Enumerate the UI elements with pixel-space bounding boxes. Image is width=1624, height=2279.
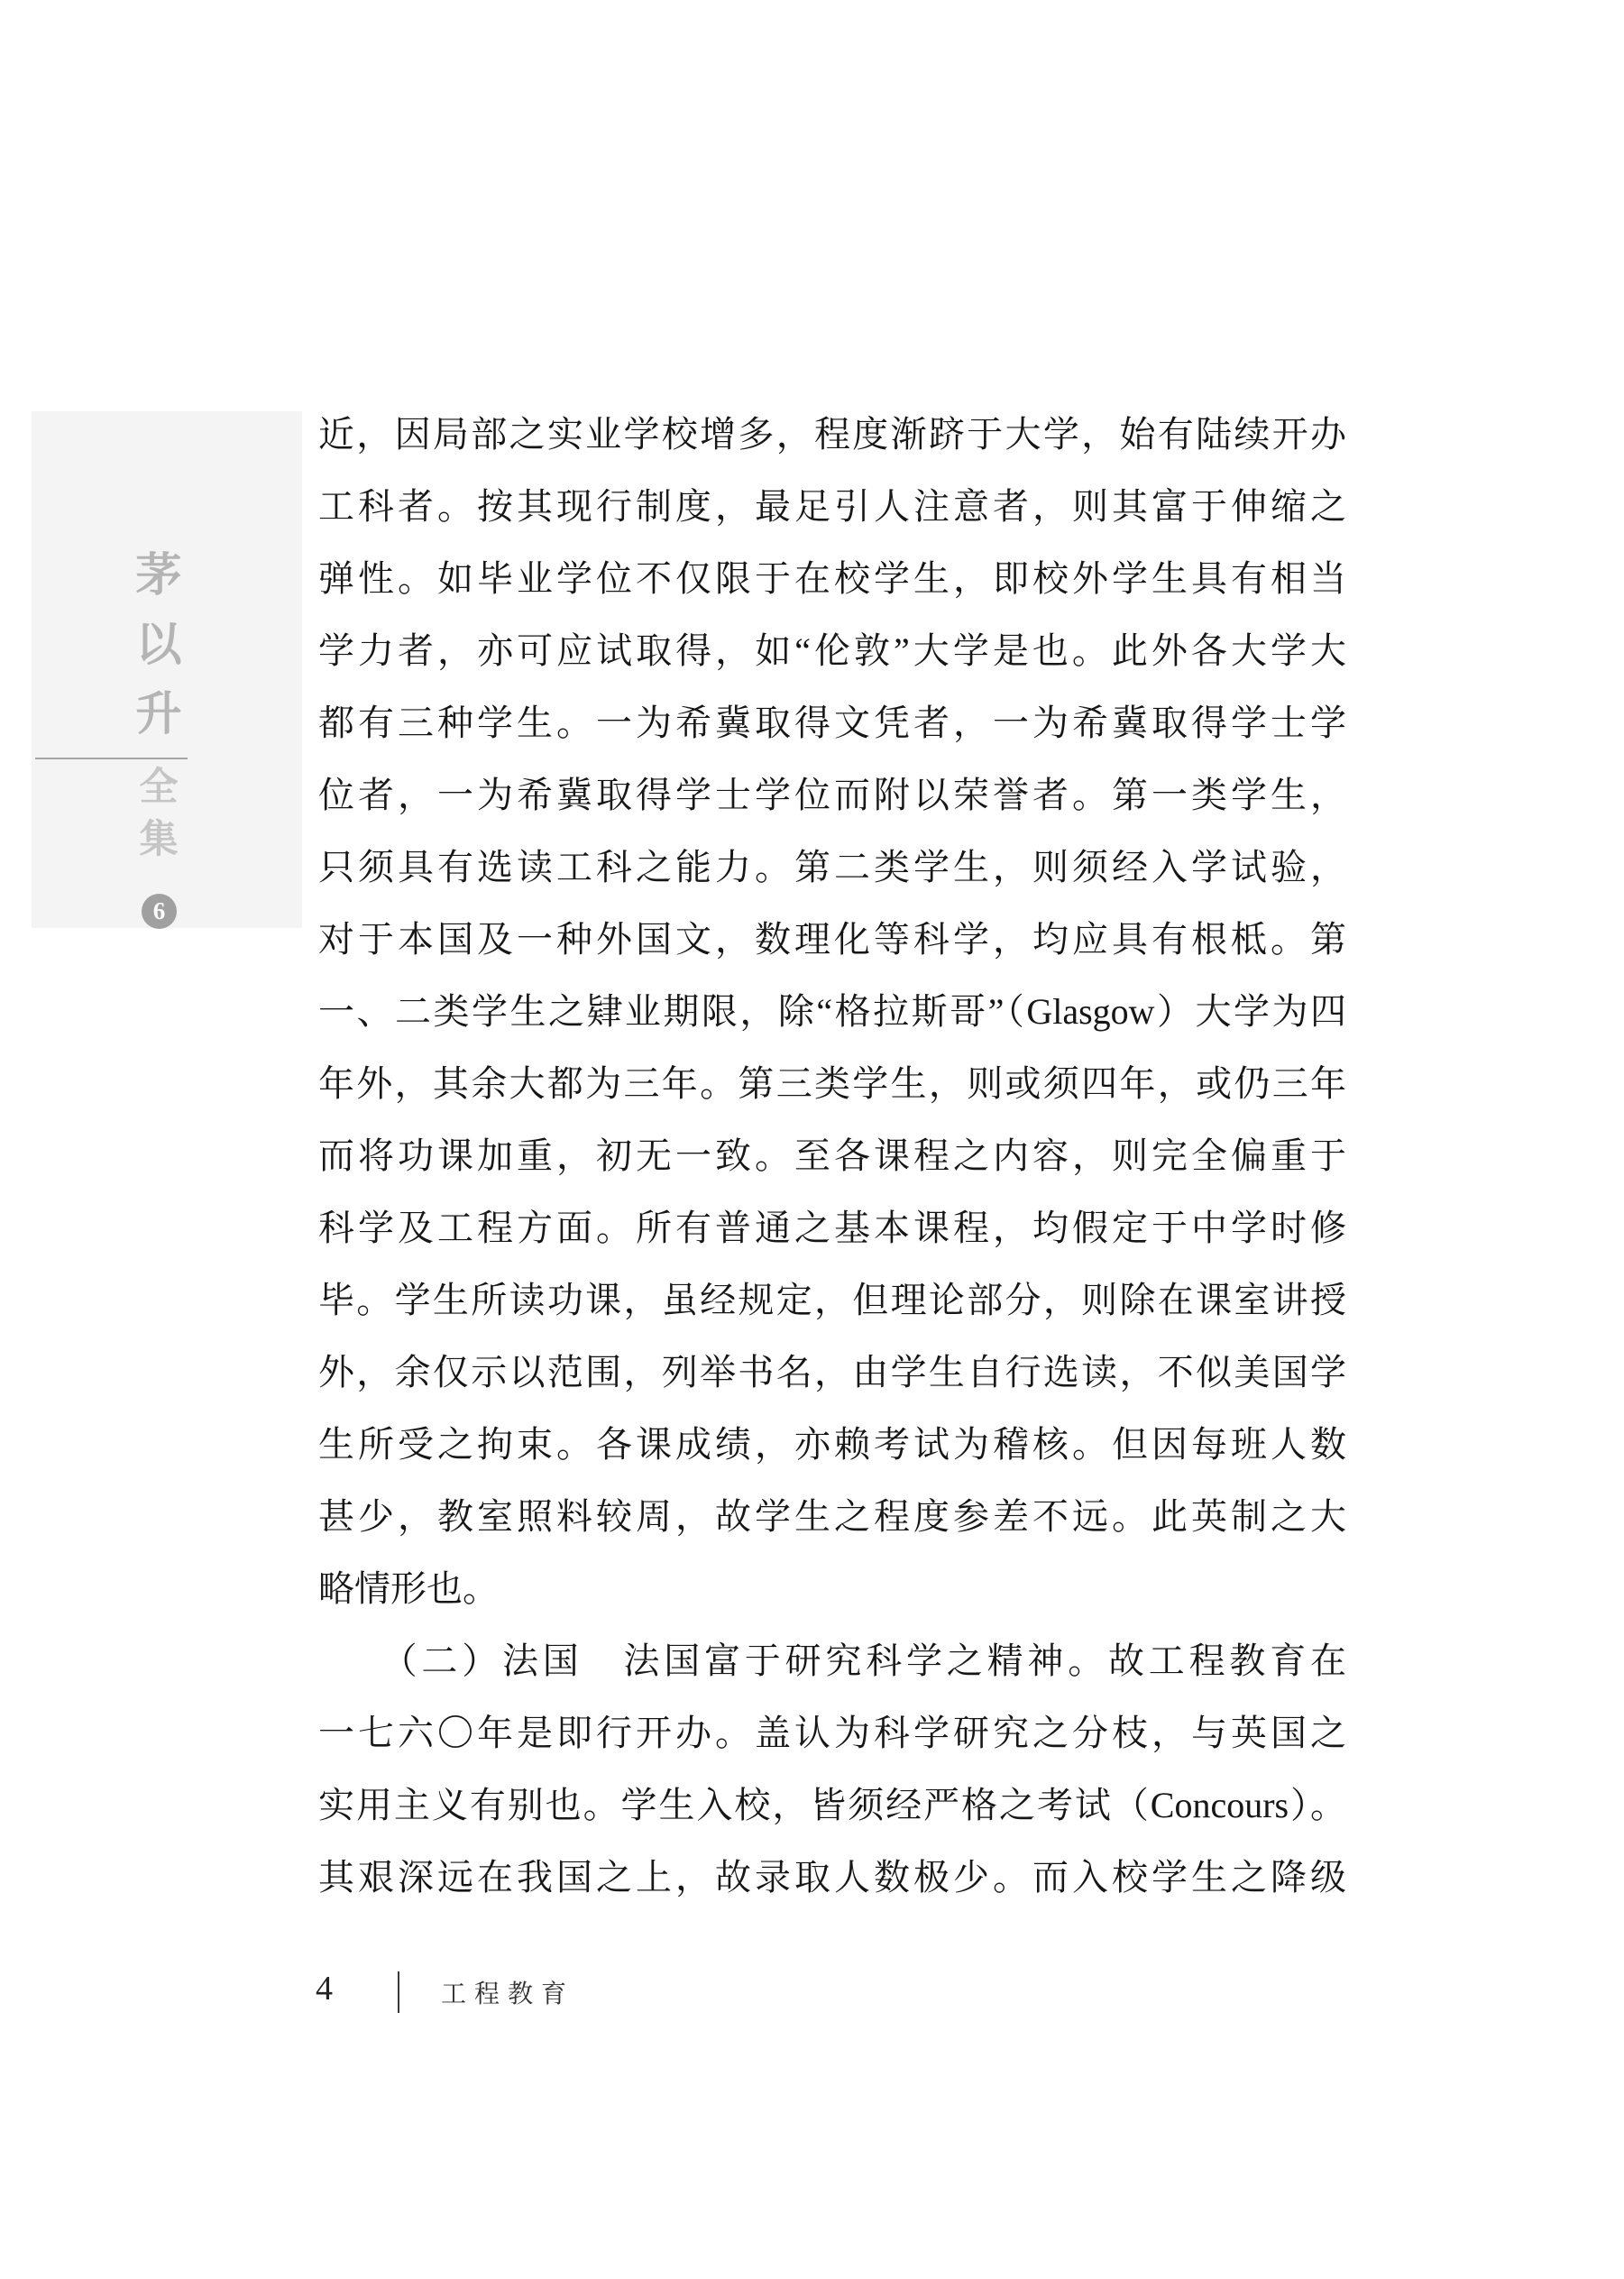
text-line: 外，余仅示以范围，列举书名，由学生自行选读，不似美国学 xyxy=(318,1352,1346,1392)
text-line: 实用主义有别也。学生入校，皆须经严格之考试（Concours）。 xyxy=(318,1785,1346,1825)
title-divider xyxy=(35,758,188,759)
text-line: 位者，一为希冀取得学士学位而附以荣誉者。第一类学生， xyxy=(318,775,1346,815)
text-line: 年外，其余大都为三年。第三类学生，则或须四年，或仍三年 xyxy=(318,1063,1346,1104)
book-title-char: 以 xyxy=(135,619,182,670)
text-line: 科学及工程方面。所有普通之基本课程，均假定于中学时修 xyxy=(318,1208,1346,1248)
text-line: 工科者。按其现行制度，最足引人注意者，则其富于伸缩之 xyxy=(318,486,1346,527)
text-line: 甚少，教室照料较周，故学生之程度参差不远。此英制之大 xyxy=(318,1496,1346,1537)
text-line: 学力者，亦可应试取得，如“伦敦”大学是也。此外各大学大 xyxy=(318,630,1346,671)
page-number: 4 xyxy=(316,1970,333,2008)
text-line: 而将功课加重，初无一致。至各课程之内容，则完全偏重于 xyxy=(318,1135,1346,1176)
text-line: 一、二类学生之肄业期限，除“格拉斯哥”（Glasgow）大学为四 xyxy=(318,991,1346,1032)
book-subtitle-char: 全 xyxy=(139,766,179,809)
book-subtitle-char: 集 xyxy=(139,818,179,861)
book-title-char: 升 xyxy=(135,688,182,740)
text-line: 毕。学生所读功课，虽经规定，但理论部分，则除在课室讲授 xyxy=(318,1280,1346,1320)
footer-divider xyxy=(398,1971,399,2013)
text-line: 一七六〇年是即行开办。盖认为科学研究之分枝，与英国之 xyxy=(318,1713,1346,1753)
text-line: 弹性。如毕业学位不仅限于在校学生，即校外学生具有相当 xyxy=(318,558,1346,599)
text-line: 都有三种学生。一为希冀取得文凭者，一为希冀取得学士学 xyxy=(318,703,1346,743)
volume-number: 6 xyxy=(152,897,166,924)
book-title-char: 茅 xyxy=(135,549,182,601)
chapter-title: 工程教育 xyxy=(441,1980,575,2008)
text-line: 其艰深远在我国之上，故录取人数极少。而入校学生之降级 xyxy=(318,1857,1346,1898)
volume-badge-icon xyxy=(142,894,177,929)
text-line: 略情形也。 xyxy=(318,1568,499,1609)
text-line: 生所受之拘束。各课成绩，亦赖考试为稽核。但因每班人数 xyxy=(318,1424,1346,1465)
text-line: 近，因局部之实业学校增多，程度渐跻于大学，始有陆续开办 xyxy=(318,414,1346,455)
text-line: 对于本国及一种外国文，数理化等科学，均应具有根柢。第 xyxy=(318,919,1346,960)
book-title-vertical xyxy=(133,549,184,740)
text-line: 只须具有选读工科之能力。第二类学生，则须经入学试验， xyxy=(318,847,1346,887)
text-line: （二）法国 法国富于研究科学之精神。故工程教育在 xyxy=(318,1640,1346,1681)
book-subtitle-vertical xyxy=(137,768,180,859)
content-block xyxy=(318,399,1346,1914)
